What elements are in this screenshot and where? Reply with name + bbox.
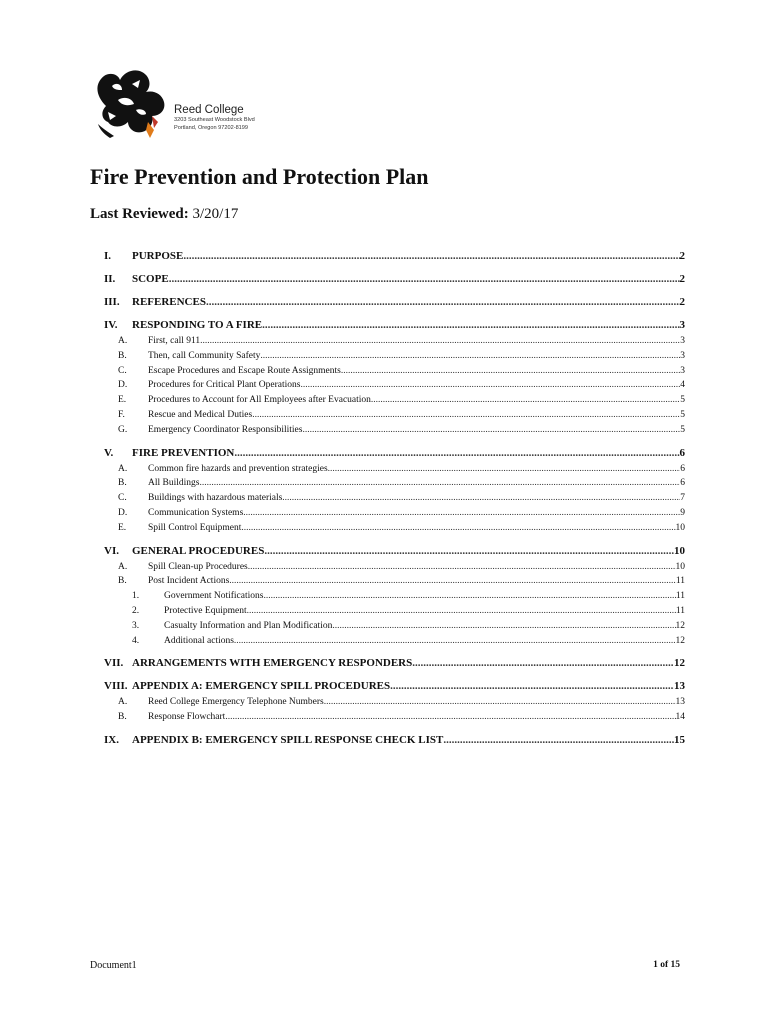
toc-entry-number: C. (118, 493, 127, 504)
toc-entry[interactable] (104, 423, 685, 438)
toc-entry-title: Common fire hazards and prevention strategies (148, 463, 328, 474)
toc-entry-number: G. (118, 424, 128, 435)
toc-entry-title: Response Flowchart (148, 712, 226, 723)
toc-entry[interactable] (104, 318, 685, 333)
toc-entry-page: 10 (674, 544, 685, 557)
footer-page-number: 1 of 15 (653, 960, 680, 970)
toc-entry-number: II. (104, 273, 116, 285)
toc-leader-dots (260, 349, 680, 364)
toc-leader-dots (262, 318, 679, 333)
toc-leader-dots (328, 462, 681, 477)
toc-entry[interactable] (104, 446, 685, 461)
toc-entry-number: 3. (132, 620, 140, 631)
toc-entry-title: Rescue and Medical Duties (148, 409, 253, 420)
toc-leader-dots (183, 249, 679, 264)
toc-leader-dots (371, 393, 680, 408)
toc-entry-page: 13 (675, 697, 685, 708)
griffin-logo-icon (88, 66, 172, 140)
toc-entry[interactable] (104, 295, 685, 310)
toc-entry[interactable] (104, 272, 685, 287)
toc-entry-page: 7 (680, 493, 685, 504)
toc-entry-title: Additional actions (164, 635, 234, 646)
toc-entry-number: 1. (132, 591, 140, 602)
toc-entry-number: I. (104, 250, 112, 262)
toc-entry-title: Procedures to Account for All Employees after Evacuation (148, 395, 371, 406)
toc-entry-number: B. (118, 478, 127, 489)
toc-entry-number: 4. (132, 635, 140, 646)
org-address-block (174, 104, 314, 132)
toc-entry-page: 9 (680, 507, 685, 518)
table-of-contents (104, 249, 685, 749)
toc-entry-title: GENERAL PROCEDURES (132, 544, 265, 557)
org-name: Reed College (174, 104, 244, 116)
address-line: 3203 Southeast Woodstock Blvd (174, 117, 255, 123)
toc-entry-number: IX. (104, 733, 119, 746)
last-reviewed (90, 206, 238, 223)
toc-entry-page: 11 (675, 605, 685, 616)
toc-entry-title: PURPOSE (132, 250, 184, 262)
toc-entry[interactable] (104, 249, 685, 264)
toc-entry-title: Communication Systems (148, 507, 244, 518)
toc-entry[interactable] (104, 589, 685, 604)
toc-entry-page: 2 (679, 273, 685, 285)
toc-entry[interactable] (104, 679, 685, 694)
toc-entry-page: 3 (680, 336, 685, 346)
toc-leader-dots (301, 378, 681, 393)
toc-entry[interactable] (104, 544, 685, 559)
toc-entry-number: A. (118, 697, 128, 708)
toc-entry[interactable] (104, 733, 685, 748)
toc-entry[interactable] (104, 560, 685, 575)
toc-entry[interactable] (104, 378, 685, 393)
toc-entry[interactable] (104, 574, 685, 589)
address-line: Portland, Oregon 97202-8199 (174, 125, 249, 131)
toc-entry-title: Reed College Emergency Telephone Numbers (148, 697, 324, 708)
toc-entry-page: 12 (675, 620, 685, 631)
toc-entry-number: F. (118, 409, 125, 420)
toc-entry[interactable] (104, 710, 685, 725)
toc-entry[interactable] (104, 521, 685, 536)
toc-entry-page: 3 (680, 365, 685, 376)
toc-entry[interactable] (104, 656, 685, 671)
toc-entry-page: 5 (680, 395, 685, 406)
toc-entry-title: Then, call Community Safety (148, 350, 261, 361)
toc-entry[interactable] (104, 506, 685, 521)
toc-entry[interactable] (104, 695, 685, 710)
toc-entry-page: 4 (680, 380, 685, 391)
toc-entry-number: VIII. (104, 680, 128, 693)
toc-entry-page: 6 (680, 478, 685, 489)
toc-entry-number: A. (118, 336, 128, 346)
toc-leader-dots (282, 491, 680, 506)
toc-leader-dots (206, 295, 680, 310)
toc-entry[interactable] (104, 491, 685, 506)
toc-entry-number: B. (118, 712, 127, 723)
toc-leader-dots (341, 364, 680, 379)
toc-entry-number: IV. (104, 319, 118, 331)
toc-entry-page: 11 (675, 591, 685, 602)
toc-entry[interactable] (104, 349, 685, 364)
toc-entry[interactable] (104, 364, 685, 379)
toc-leader-dots (302, 423, 680, 438)
toc-entry-number: III. (104, 296, 120, 308)
toc-entry-number: B. (118, 576, 127, 587)
last-reviewed-value: 3/20/17 (192, 206, 239, 222)
toc-entry-number: D. (118, 380, 128, 391)
toc-entry-page: 10 (675, 522, 685, 533)
toc-leader-dots (390, 679, 674, 694)
toc-entry-title: ARRANGEMENTS WITH EMERGENCY RESPONDERS (132, 657, 413, 670)
toc-entry-title: SCOPE (132, 273, 169, 285)
toc-entry-page: 5 (680, 424, 685, 435)
toc-entry-title: APPENDIX A: EMERGENCY SPILL PROCEDURES (132, 680, 391, 693)
toc-entry[interactable] (104, 393, 685, 408)
toc-entry-number: A. (118, 561, 128, 572)
toc-entry-number: C. (118, 365, 127, 376)
toc-entry-title: Post Incident Actions (148, 576, 230, 587)
toc-entry-page: 3 (679, 319, 685, 331)
toc-leader-dots (199, 476, 680, 491)
toc-entry-page: 3 (680, 350, 685, 361)
toc-entry-title: Spill Control Equipment (148, 522, 242, 533)
toc-entry-title: All Buildings (148, 478, 200, 489)
toc-leader-dots (234, 446, 679, 461)
toc-leader-dots (248, 560, 676, 575)
toc-leader-dots (241, 521, 675, 536)
toc-entry-page: 5 (680, 409, 685, 420)
toc-entry-number: VI. (104, 544, 119, 557)
toc-leader-dots (412, 656, 674, 671)
toc-entry[interactable] (104, 334, 685, 349)
toc-entry-page: 11 (675, 576, 685, 587)
last-reviewed-label: Last Reviewed: (90, 206, 189, 222)
toc-leader-dots (324, 695, 676, 710)
toc-leader-dots (263, 589, 675, 604)
toc-entry-number: V. (104, 446, 114, 459)
toc-leader-dots (243, 506, 680, 521)
toc-entry-number: B. (118, 350, 127, 361)
document-title: Fire Prevention and Protection Plan (90, 164, 429, 189)
toc-entry[interactable] (104, 619, 685, 634)
toc-entry-page: 14 (675, 712, 685, 723)
toc-leader-dots (200, 334, 680, 349)
toc-entry-title: Procedures for Critical Plant Operations (148, 380, 301, 391)
toc-entry-page: 10 (675, 561, 685, 572)
toc-entry-title: Buildings with hazardous materials (148, 493, 283, 504)
toc-entry-title: Casualty Information and Plan Modification (164, 620, 333, 631)
toc-entry-page: 12 (675, 635, 685, 646)
toc-entry-number: VII. (104, 657, 124, 670)
toc-entry[interactable] (104, 408, 685, 423)
toc-leader-dots (443, 733, 674, 748)
toc-entry-title: Emergency Coordinator Responsibilities (148, 424, 303, 435)
toc-entry-number: D. (118, 507, 128, 518)
toc-leader-dots (264, 544, 674, 559)
toc-entry-title: Protective Equipment (164, 605, 247, 616)
toc-entry[interactable] (104, 634, 685, 649)
toc-leader-dots (332, 619, 675, 634)
toc-leader-dots (247, 604, 676, 619)
toc-entry[interactable] (104, 462, 685, 477)
toc-entry-number: E. (118, 395, 127, 406)
toc-entry-title: Spill Clean-up Procedures (148, 561, 248, 572)
toc-entry-title: RESPONDING TO A FIRE (132, 319, 263, 331)
toc-entry-page: 15 (674, 733, 685, 746)
toc-entry-number: E. (118, 522, 127, 533)
toc-entry-title: Government Notifications (164, 591, 264, 602)
toc-entry-number: A. (118, 463, 128, 474)
toc-entry-page: 2 (679, 250, 685, 262)
footer-document-name: Document1 (90, 960, 137, 971)
toc-entry-page: 12 (674, 657, 685, 670)
toc-entry[interactable] (104, 476, 685, 491)
toc-entry-title: Escape Procedures and Escape Route Assignments (148, 365, 341, 376)
toc-leader-dots (252, 408, 680, 423)
toc-entry-title: APPENDIX B: EMERGENCY SPILL RESPONSE CHECK LIST (132, 733, 444, 746)
toc-entry-title: REFERENCES (132, 296, 206, 308)
toc-leader-dots (169, 272, 680, 287)
toc-leader-dots (225, 710, 675, 725)
toc-entry-title: FIRE PREVENTION (132, 446, 235, 459)
toc-entry-number: 2. (132, 605, 140, 616)
toc-leader-dots (234, 634, 676, 649)
toc-leader-dots (229, 574, 676, 589)
toc-entry-page: 2 (679, 296, 685, 308)
toc-entry-page: 13 (674, 680, 685, 693)
toc-entry-title: First, call 911 (148, 336, 201, 346)
toc-entry-page: 6 (679, 446, 685, 459)
toc-entry[interactable] (104, 604, 685, 619)
toc-entry-page: 6 (680, 463, 685, 474)
